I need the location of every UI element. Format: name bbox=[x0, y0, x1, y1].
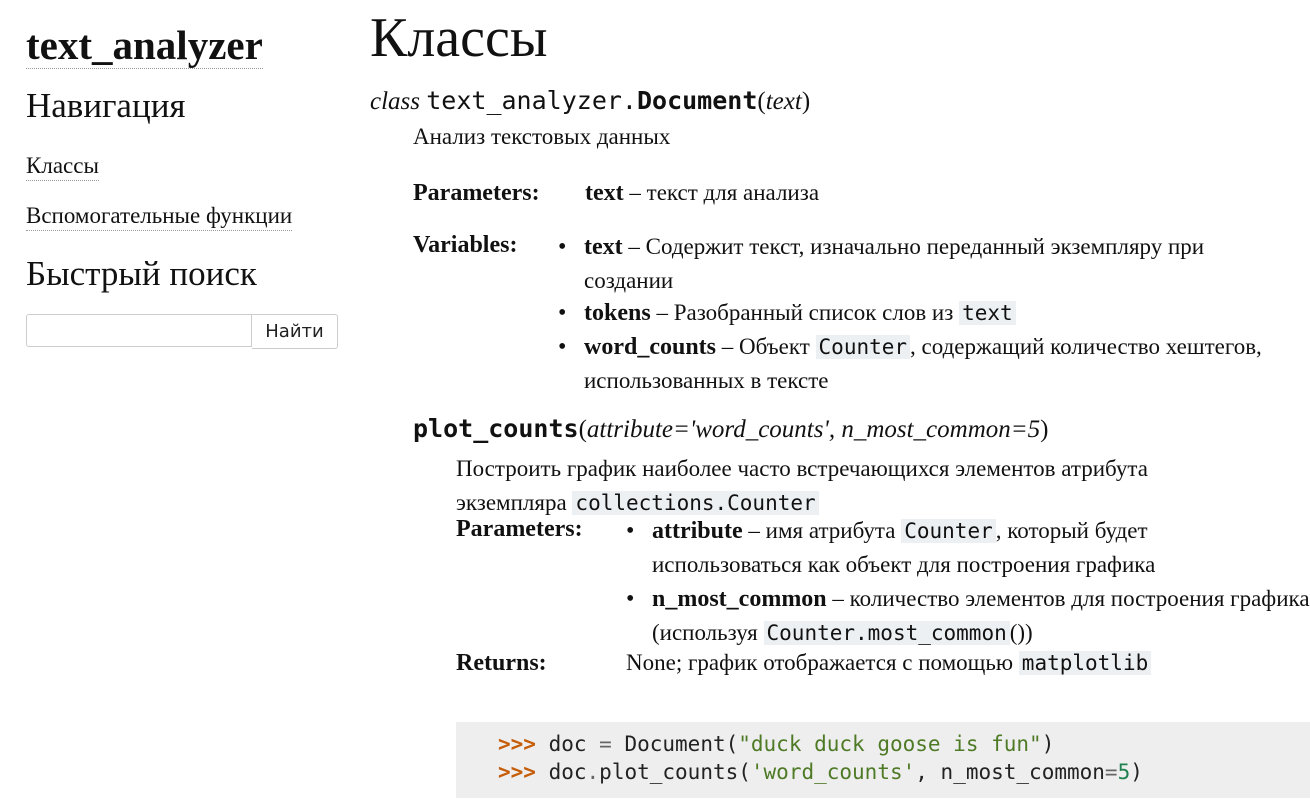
quick-search-heading: Быстрый поиск bbox=[26, 254, 257, 293]
inline-code: Counter.most_common bbox=[764, 621, 1010, 645]
class-name: Document bbox=[636, 86, 758, 115]
code-operator: = bbox=[599, 732, 612, 756]
variables-label: Variables: bbox=[413, 232, 518, 258]
code-token: doc bbox=[535, 760, 587, 784]
method-name: plot_counts bbox=[413, 414, 579, 443]
param-name: n_most_common bbox=[652, 586, 827, 612]
param-desc: – текст для анализа bbox=[623, 180, 820, 205]
code-token: doc bbox=[535, 732, 600, 756]
code-token: plot_counts( bbox=[599, 760, 751, 784]
code-example bbox=[456, 722, 1310, 798]
inline-code: Counter bbox=[816, 335, 911, 359]
code-token: Document( bbox=[611, 732, 739, 756]
param-name: text bbox=[585, 180, 624, 206]
variable-desc: – Объект bbox=[716, 334, 816, 359]
code-number: 5 bbox=[1117, 760, 1131, 784]
variable-item-word-counts bbox=[584, 330, 1274, 398]
method-desc-text: Построить график наиболее часто встречающихся элементов атрибута экземпляра bbox=[456, 456, 1148, 515]
method-description bbox=[456, 452, 1256, 520]
variable-name: word_counts bbox=[584, 334, 717, 360]
param-text bbox=[585, 180, 819, 207]
close-paren: ) bbox=[1040, 416, 1049, 443]
search-button[interactable]: Найти bbox=[252, 314, 338, 349]
inline-code: matplotlib bbox=[1019, 651, 1151, 675]
class-keyword: class bbox=[370, 88, 420, 115]
class-module: text_analyzer. bbox=[426, 86, 637, 115]
method-param-n-most-common bbox=[652, 582, 1310, 650]
code-token: ) bbox=[1041, 732, 1055, 756]
open-paren: ( bbox=[757, 88, 766, 115]
variable-desc: – Разобранный список слов из bbox=[650, 300, 960, 325]
open-paren: ( bbox=[578, 416, 587, 443]
close-paren: ) bbox=[801, 88, 811, 115]
page-title: Классы bbox=[370, 7, 548, 69]
code-operator: . bbox=[586, 760, 600, 784]
code-operator: = bbox=[1104, 760, 1118, 784]
method-params: attribute='word_counts', n_most_common=5 bbox=[586, 416, 1041, 443]
site-logo[interactable]: text_analyzer bbox=[26, 22, 263, 68]
variable-desc-tail: , содержащий количество хештегов, использованных в тексте bbox=[584, 334, 1262, 393]
code-prompt: >>> bbox=[498, 760, 536, 784]
param-desc: – имя атрибута bbox=[742, 518, 902, 543]
variable-item-tokens bbox=[584, 296, 1274, 330]
class-description: Анализ текстовых данных bbox=[413, 124, 671, 149]
navigation-heading: Навигация bbox=[26, 86, 186, 125]
method-parameters-label: Parameters: bbox=[456, 516, 583, 542]
code-line bbox=[498, 732, 1054, 756]
inline-code: collections.Counter bbox=[572, 491, 818, 515]
param-name: attribute bbox=[652, 518, 743, 544]
variable-item-text bbox=[584, 230, 1274, 298]
class-signature bbox=[370, 86, 810, 116]
returns-label: Returns: bbox=[456, 650, 547, 676]
returns-desc: None; график отображается с помощью bbox=[626, 650, 1019, 675]
inline-code: Counter bbox=[901, 519, 996, 543]
variable-desc: – Содержит текст, изначально переданный экземпляру при создании bbox=[584, 234, 1205, 293]
nav-link-helper-functions[interactable]: Вспомогательные функции bbox=[26, 202, 292, 231]
code-prompt: >>> bbox=[498, 732, 536, 756]
code-token: ) bbox=[1130, 760, 1143, 784]
param-desc-tail: , который будет использоваться как объект для построения графика bbox=[652, 518, 1156, 577]
class-arg: text bbox=[765, 88, 802, 115]
variable-name: text bbox=[584, 234, 623, 260]
method-param-attribute bbox=[652, 514, 1302, 582]
method-signature bbox=[413, 414, 1048, 444]
code-string: "duck duck goose is fun" bbox=[738, 732, 1042, 756]
code-token: , n_most_common bbox=[915, 760, 1105, 784]
search-input[interactable] bbox=[26, 314, 252, 347]
code-string: 'word_counts' bbox=[750, 760, 916, 784]
parameters-label: Parameters: bbox=[413, 180, 540, 206]
code-line bbox=[498, 760, 1143, 784]
inline-code: text bbox=[959, 301, 1016, 325]
nav-link-classes[interactable]: Классы bbox=[26, 152, 99, 181]
returns-body bbox=[626, 650, 1151, 676]
search-form bbox=[26, 314, 338, 349]
param-desc: – количество элементов для построения графика (используя bbox=[652, 586, 1310, 645]
param-desc-tail: ()) bbox=[1009, 620, 1033, 645]
variable-name: tokens bbox=[584, 300, 651, 326]
